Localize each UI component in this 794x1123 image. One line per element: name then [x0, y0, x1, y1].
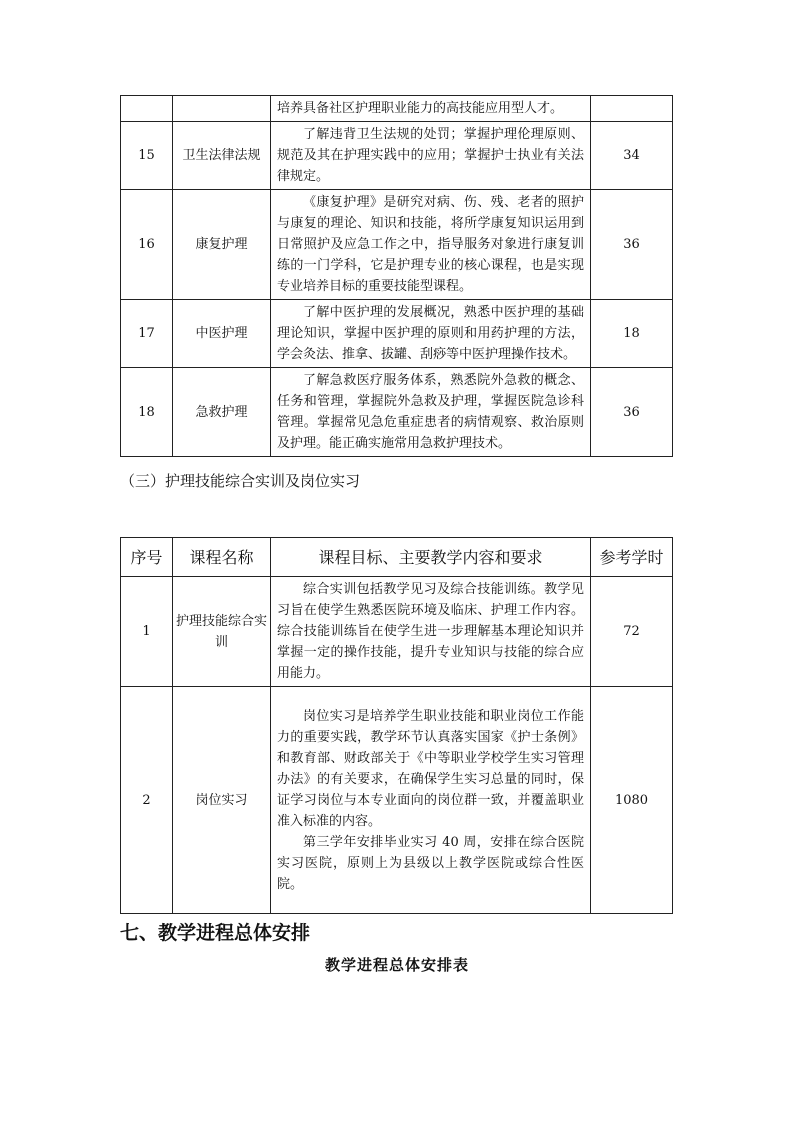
row-number: 1: [121, 577, 173, 687]
description-paragraph: 第三学年安排毕业实习 40 周，安排在综合医院实习医院，原则上为县级以上教学医院或综合性医院。: [277, 834, 584, 892]
course-name: 急救护理: [173, 368, 271, 457]
row-number: 16: [121, 190, 173, 300]
row-number: 17: [121, 300, 173, 368]
table-row: [121, 300, 673, 368]
table-row: [121, 577, 673, 687]
course-hours: 36: [591, 368, 673, 457]
row-number: 2: [121, 687, 173, 914]
course-name: 中医护理: [173, 300, 271, 368]
course-hours: 1080: [591, 687, 673, 914]
chapter-heading-7: 七、教学进程总体安排: [120, 922, 311, 944]
table-row: [121, 368, 673, 457]
practical-training-table: [120, 537, 673, 914]
description-paragraph: 岗位实习是培养学生职业技能和职业岗位工作能力的重要实践，教学环节认真落实国家《护士条例》和教育部、财政部关于《中等职业学校学生实习管理办法》的有关要求，在确保学生实习总量的同时，保证学习岗位与本专业面向的岗位群一致，并覆盖职业准入标准的内容。: [277, 708, 584, 829]
course-description: [271, 368, 591, 457]
row-number: 18: [121, 368, 173, 457]
row-number: 15: [121, 122, 173, 190]
course-name: [173, 96, 271, 122]
description-paragraph: 了解中医护理的发展概况，熟悉中医护理的基础理论知识，掌握中医护理的原则和用药护理的方法，学会灸法、推拿、拔罐、刮痧等中医护理操作技术。: [277, 305, 584, 362]
table-caption: 教学进程总体安排表: [324, 956, 469, 974]
description-paragraph: 了解违背卫生法规的处罚；掌握护理伦理原则、规范及其在护理实践中的应用；掌握护士执业有关法律规定。: [277, 127, 584, 184]
course-hours: 18: [591, 300, 673, 368]
course-description: [271, 300, 591, 368]
table-row: [121, 122, 673, 190]
table-row: [121, 190, 673, 300]
section-title-3: （三）护理技能综合实训及岗位实习: [120, 472, 361, 490]
course-hours: 34: [591, 122, 673, 190]
course-description: [271, 577, 591, 687]
table-header-row: [121, 538, 673, 577]
course-hours: [591, 96, 673, 122]
description-paragraph: 了解急救医疗服务体系，熟悉院外急救的概念、任务和管理，掌握院外急救及护理，掌握医院急诊科管理。掌握常见急危重症患者的病情观察、救治原则及护理。能正确实施常用急救护理技术。: [277, 373, 584, 451]
header-course-name: 课程名称: [173, 538, 271, 577]
header-no: 序号: [121, 538, 173, 577]
course-description: [271, 96, 591, 122]
header-description: 课程目标、主要教学内容和要求: [271, 538, 591, 577]
course-description: [271, 190, 591, 300]
description-paragraph: 《康复护理》是研究对病、伤、残、老者的照护与康复的理论、知识和技能，将所学康复知识运用到日常照护及应急工作之中，指导服务对象进行康复训练的一门学科，它是护理专业的核心课程，也是实现专业培养目标的重要技能型课程。: [277, 195, 584, 294]
course-table-continued: [120, 95, 673, 457]
course-name: 护理技能综合实训: [173, 577, 271, 687]
course-name: 卫生法律法规: [173, 122, 271, 190]
table-row: [121, 96, 673, 122]
course-hours: 36: [591, 190, 673, 300]
table-row: [121, 687, 673, 914]
description-paragraph: 培养具备社区护理职业能力的高技能应用型人才。: [277, 101, 564, 116]
row-number: [121, 96, 173, 122]
description-paragraph: 综合实训包括教学见习及综合技能训练。教学见习旨在使学生熟悉医院环境及临床、护理工作内容。综合技能训练旨在使学生进一步理解基本理论知识并掌握一定的操作技能，提升专业知识与技能的综合应用能力。: [277, 582, 584, 681]
course-name: 岗位实习: [173, 687, 271, 914]
course-description: [271, 122, 591, 190]
course-hours: 72: [591, 577, 673, 687]
course-description: [271, 687, 591, 914]
header-hours: 参考学时: [591, 538, 673, 577]
course-name: 康复护理: [173, 190, 271, 300]
